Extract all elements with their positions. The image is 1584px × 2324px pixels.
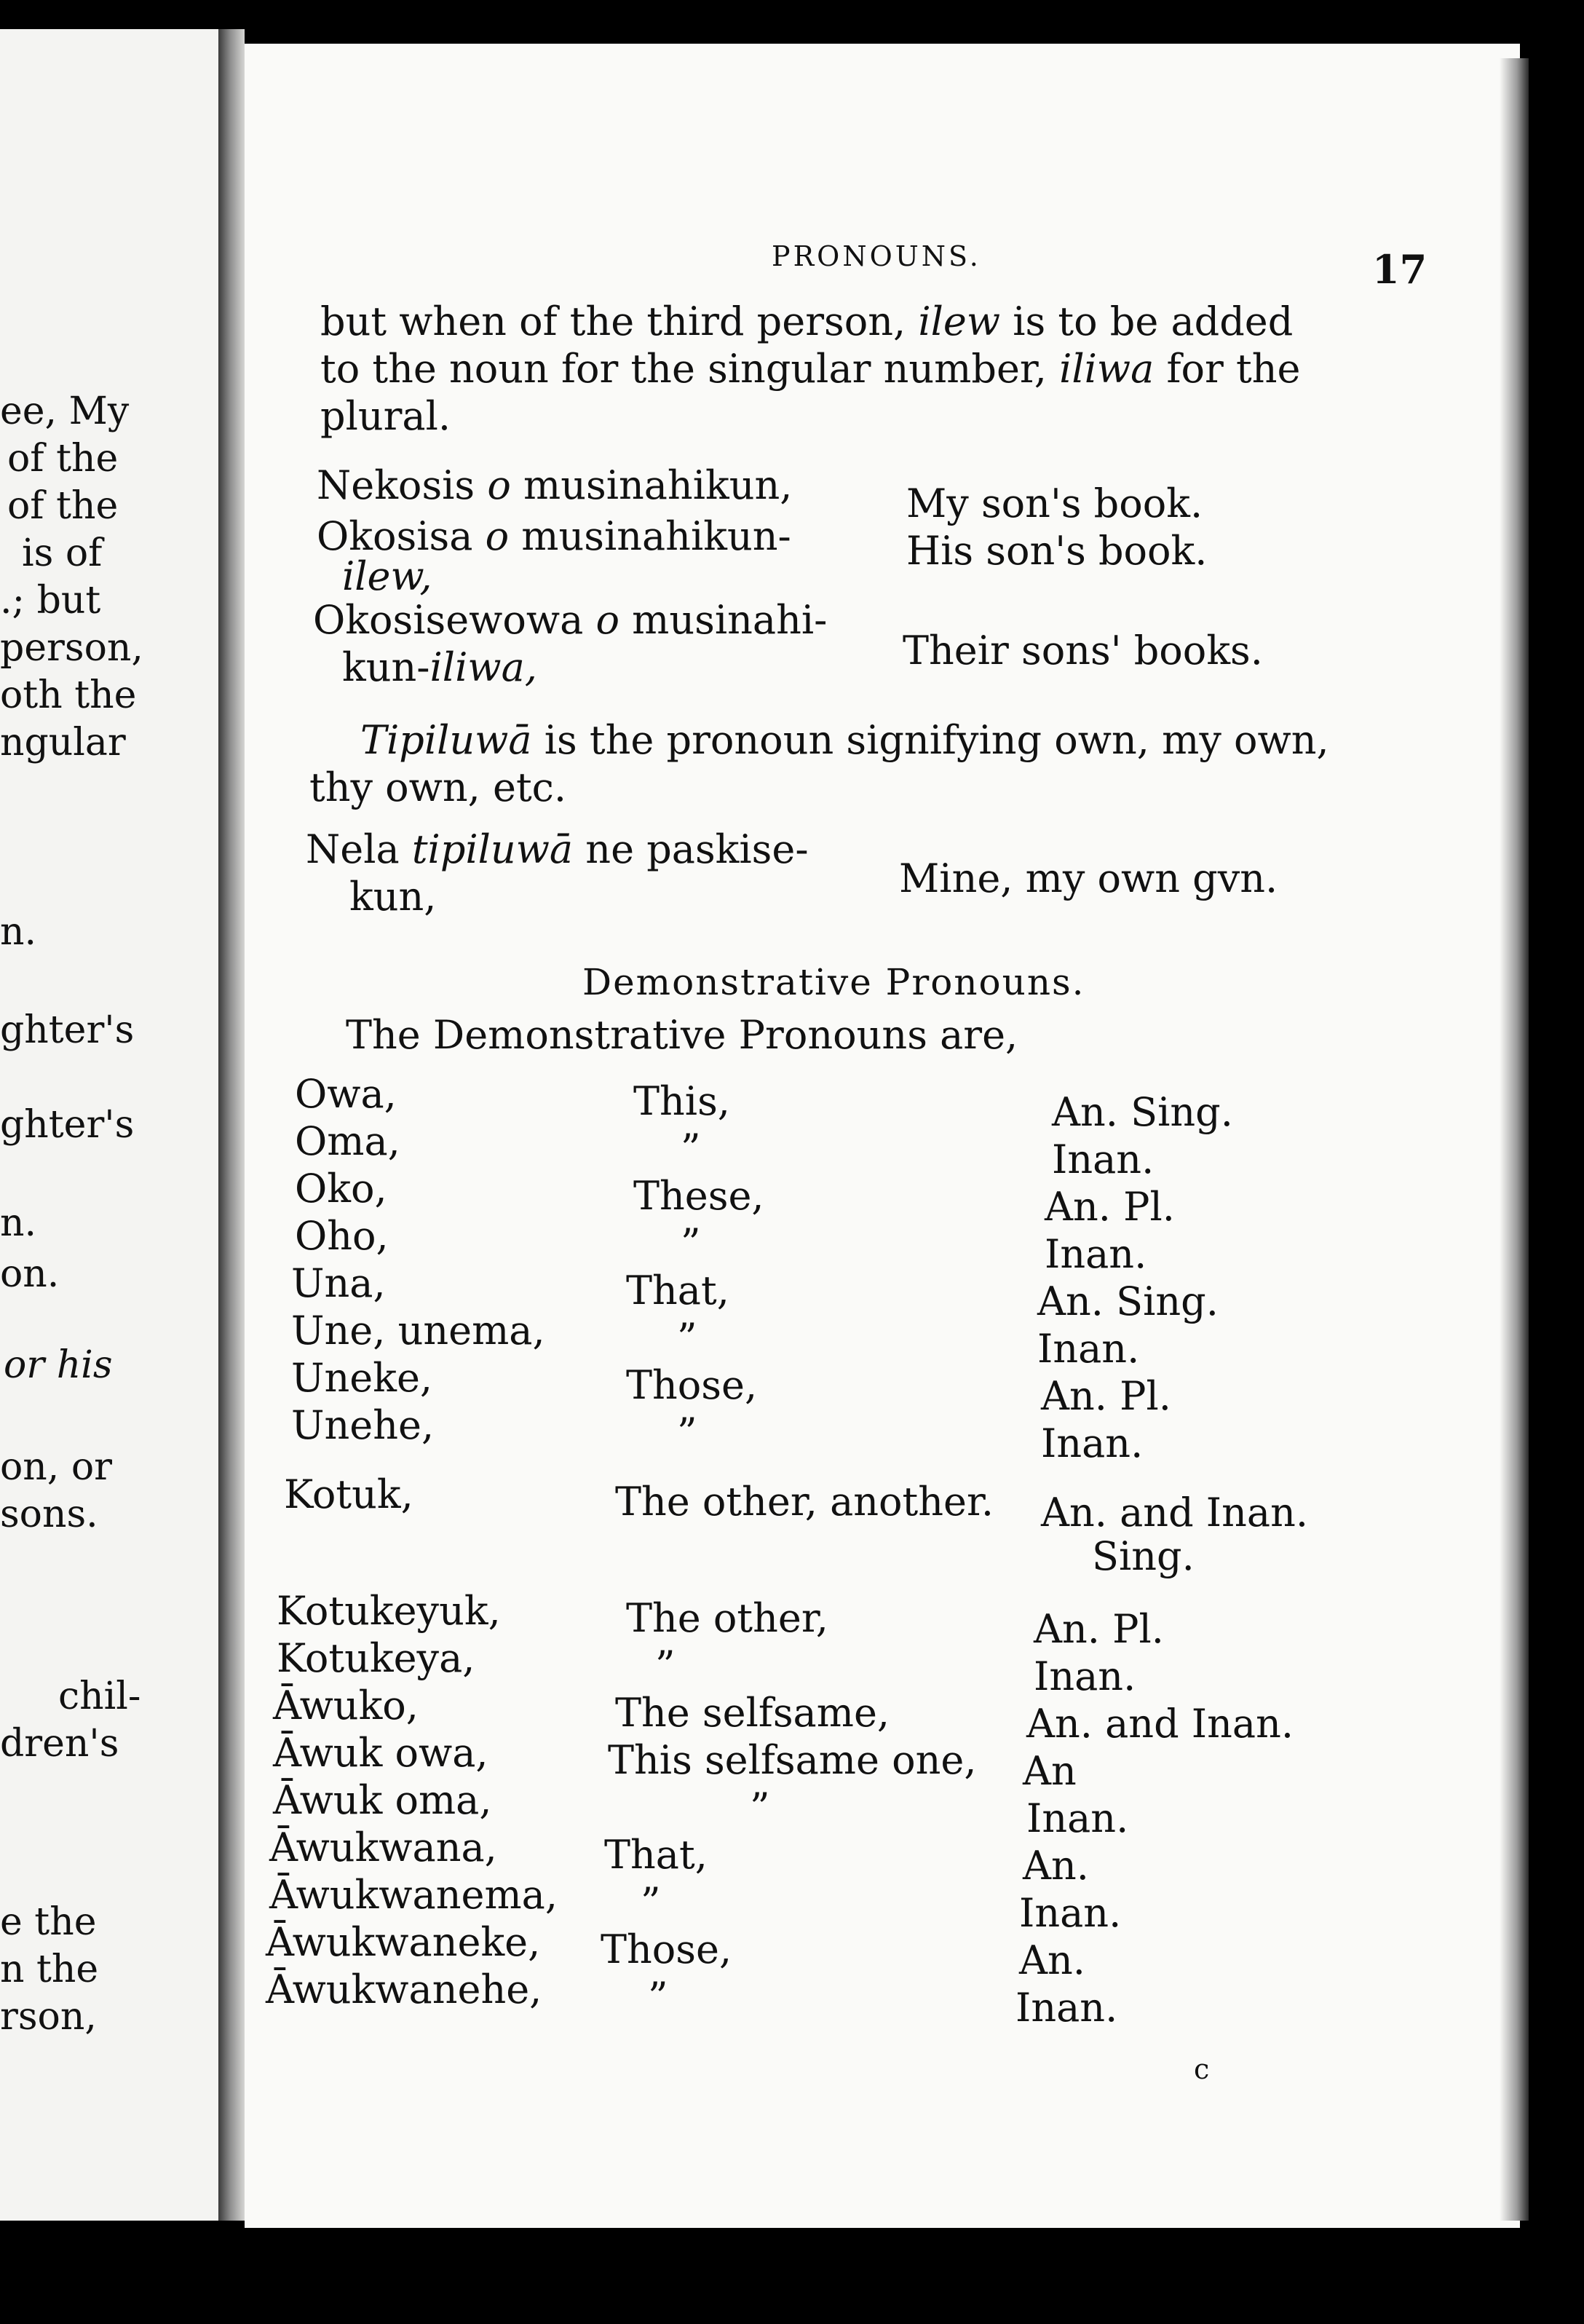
running-title: PRONOUNS. [772,240,981,272]
pronoun-word: Āwuk owa, [273,1730,488,1776]
pronoun-word: Āwukwanema, [269,1872,558,1918]
left-fragment: of the [7,484,119,528]
left-fragment: n. [0,1201,37,1245]
left-fragment: or his [4,1343,113,1387]
pronoun-meaning: The other, [626,1595,828,1641]
pronoun-word: Āwukwana, [269,1825,497,1870]
left-fragment: .; but [0,579,101,622]
pronoun-meaning: Those, [626,1362,758,1408]
example-translation: My son's book. [906,481,1203,526]
pronoun-class: Inan. [1034,1653,1136,1699]
left-fragment: chil- [58,1675,141,1718]
pronoun-word: Owa, [295,1071,397,1117]
pronoun-class: Inan. [1045,1231,1147,1277]
example-text: Okosisa o musinahikun- [317,513,791,559]
left-fragment: is of [22,531,103,575]
page-fore-edge [1500,58,1529,2221]
pronoun-meaning: ” [681,1220,701,1266]
left-fragment: dren's [0,1722,119,1766]
pronoun-class: An. and Inan. [1026,1701,1294,1747]
tipiluwa-line: thy own, etc. [309,764,567,810]
pronoun-meaning: Those, [601,1926,732,1972]
intro-line: to the noun for the singular number, iliwa for the [320,346,1301,392]
left-fragment: ghter's [0,1008,135,1052]
example-text: kun-iliwa, [342,644,537,690]
left-fragment: on. [0,1252,60,1296]
left-fragment: of the [7,437,119,481]
intro-line: but when of the third person, ilew is to be added [320,299,1294,344]
left-fragment: ghter's [0,1103,135,1147]
pronoun-meaning: ” [655,1643,676,1688]
section-heading: Demonstrative Pronouns. [582,961,1085,1003]
pronoun-class: Inan. [1026,1795,1129,1841]
pronoun-word: Unehe, [291,1402,435,1448]
left-fragment: rson, [0,1995,97,2039]
pronoun-word: Kotukeyuk, [277,1588,501,1634]
example-text: Nekosis o musinahikun, [317,462,793,508]
left-fragment: sons. [0,1493,98,1536]
pronoun-class: Inan. [1037,1326,1140,1372]
pronoun-word: Oma, [295,1118,400,1164]
pronoun-meaning: ” [648,1974,668,2020]
pronoun-class: An. Pl. [1034,1606,1164,1652]
pronoun-word: Āwuk oma, [273,1777,492,1823]
pronoun-meaning: ” [681,1126,701,1171]
pronoun-class: Inan. [1052,1137,1155,1182]
pronoun-meaning: ” [677,1315,697,1361]
pronoun-word: Āwukwanehe, [266,1967,542,2012]
example-translation: His son's book. [906,528,1208,574]
example-text: Nela tipiluwā ne paskise- [306,826,809,872]
page-number: 17 [1372,246,1427,293]
example-text: kun, [349,874,437,920]
pronoun-class: An. Sing. [1052,1089,1233,1135]
book-spine [218,29,245,2221]
pronoun-meaning: The other, another. [615,1479,994,1525]
pronoun-word: Kotuk, [284,1471,413,1517]
left-fragment: n. [0,910,37,954]
pronoun-word: Kotukeya, [277,1635,475,1681]
pronoun-class: An. Pl. [1045,1184,1175,1230]
pronoun-word: Āwuko, [273,1683,419,1728]
pronoun-class: An [1023,1748,1077,1794]
pronoun-word: Oho, [295,1213,389,1259]
example-translation: Their sons' books. [903,628,1263,673]
pronoun-word: Oko, [295,1166,387,1212]
pronoun-class: An. Pl. [1041,1373,1171,1419]
left-fragment: n the [0,1948,99,1991]
pronoun-meaning: That, [626,1268,729,1313]
pronoun-word: Une, unema, [291,1308,545,1353]
pronoun-class: An. and Inan. [1041,1490,1309,1536]
pronoun-word: Āwukwaneke, [266,1919,541,1965]
pronoun-class: An. [1023,1843,1089,1889]
pronoun-meaning: ” [641,1879,661,1925]
pronoun-word: Uneke, [291,1355,433,1401]
pronoun-meaning: That, [604,1832,708,1878]
example-translation: Mine, my own gvn. [899,855,1278,901]
pronoun-word: Una, [291,1260,386,1306]
pronoun-class: An. [1019,1937,1085,1983]
pronoun-meaning: These, [633,1173,764,1219]
pronoun-meaning: This selfsame one, [608,1737,977,1783]
pronoun-class: Inan. [1015,1985,1118,2031]
signature-mark: c [1194,2053,1210,2085]
pronoun-meaning: ” [750,1784,770,1830]
intro-line: plural. [320,393,451,439]
pronoun-class: Inan. [1019,1890,1122,1936]
left-fragment: on, or [0,1445,113,1489]
section-intro: The Demonstrative Pronouns are, [346,1012,1018,1058]
pronoun-class: Inan. [1041,1420,1144,1466]
pronoun-meaning: This, [633,1078,730,1124]
left-fragment: oth the [0,673,137,717]
example-text: ilew, [342,553,432,599]
pronoun-meaning: The selfsame, [615,1690,890,1736]
left-fragment: e the [0,1900,97,1944]
pronoun-meaning: ” [677,1410,697,1455]
left-fragment: person, [0,626,143,670]
tipiluwa-line: Tipiluwā is the pronoun signifying own, my own, [360,717,1329,763]
left-fragment: ee, My [0,390,130,433]
pronoun-class-continued: Sing. [1092,1533,1195,1579]
pronoun-class: An. Sing. [1037,1278,1219,1324]
left-fragment: ngular [0,721,126,764]
example-text: Okosisewowa o musinahi- [313,597,828,643]
